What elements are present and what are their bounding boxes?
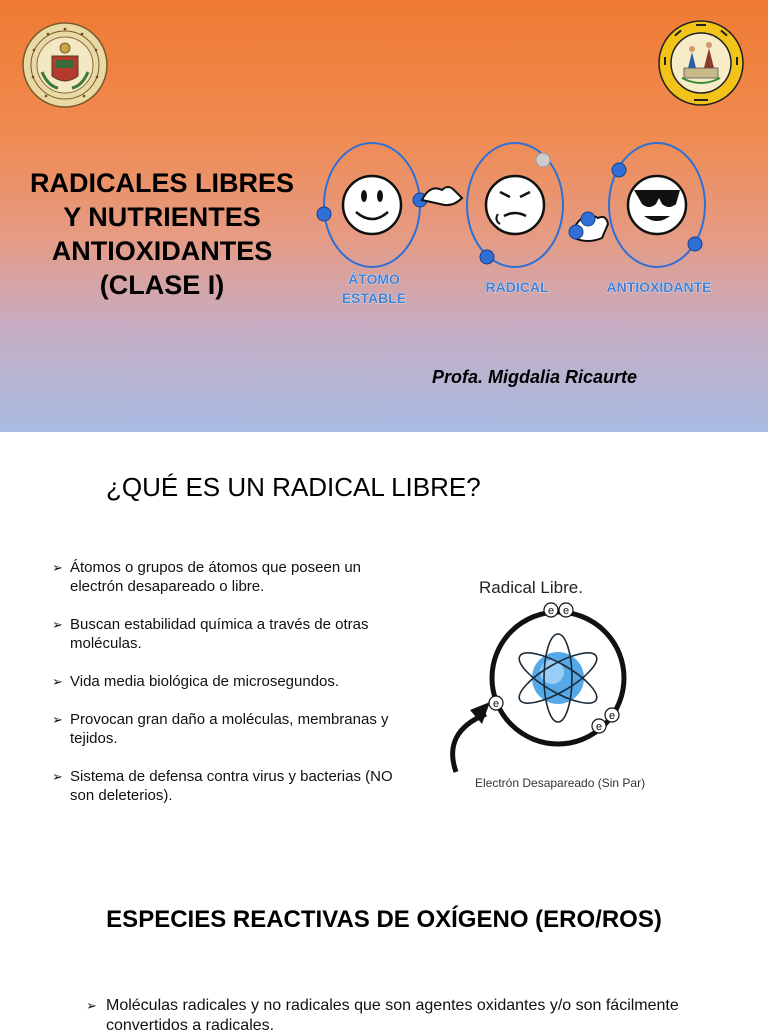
stable-atom-icon [317,143,427,267]
atom-illustration [312,140,712,315]
electron-label: e [547,605,555,617]
list-item-text: Vida media biológica de microsegundos. [70,673,340,690]
title-line: RADICALES LIBRES [29,168,294,198]
list-item-text: Átomos o grupos de átomos que poseen un electrón desapareado o libre. [70,559,362,595]
bullet-arrow-icon: ➢ [52,712,63,727]
title-slide [0,0,768,432]
university-seal-icon [22,22,108,108]
faculty-seal-icon [658,20,744,106]
list-item [52,672,397,691]
title-line: (CLASE I) [99,270,225,300]
ros-slide [0,862,768,1034]
list-item-text: Buscan estabilidad química a través de otras moléculas. [70,616,369,652]
list-item [52,710,397,748]
author-name: Profa. Migdalia Ricaurte [432,367,638,387]
definition-slide [0,432,768,862]
bullet-list [86,996,726,1036]
slide-title [12,166,312,302]
radical-label: RADICAL [485,279,549,295]
list-item-text: Moléculas radicales y no radicales que son agentes oxidantes y/o son fácilmente convertidos a radicales. [106,997,679,1034]
unpaired-electron [489,696,503,710]
bullet-arrow-icon: ➢ [52,674,63,689]
electron-label: e [492,698,500,710]
radical-atom-icon [467,143,563,267]
bullet-arrow-icon: ➢ [52,560,63,575]
list-item-text: Provocan gran daño a moléculas, membranas y tejidos. [70,711,389,747]
bullet-arrow-icon: ➢ [86,998,97,1013]
title-line: Y NUTRIENTES [63,202,261,232]
list-item [52,767,397,805]
diagram-caption: Electrón Desapareado (Sin Par) [475,776,646,790]
electron-pair-top [544,603,573,617]
electron-label: e [608,710,616,722]
diagram-title: Radical Libre. [479,578,583,597]
list-item [52,558,397,596]
antioxidant-label: ANTIOXIDANTE [606,279,712,295]
antioxidant-atom-icon [609,143,705,267]
bullet-arrow-icon: ➢ [52,617,63,632]
stable-atom-label: ESTABLE [341,290,407,306]
radical-diagram [440,572,670,797]
stable-atom-label: ÁTOMO [348,271,400,287]
title-line: ANTIOXIDANTES [51,236,273,266]
list-item [86,996,726,1036]
slide-heading: ¿QUÉ ES UN RADICAL LIBRE? [106,472,481,502]
electron-label: e [595,721,603,733]
bullet-list [52,558,397,824]
list-item [52,615,397,653]
bullet-arrow-icon: ➢ [52,769,63,784]
slide-heading: ESPECIES REACTIVAS DE OXÍGENO (ERO/ROS) [106,906,662,933]
list-item-text: Sistema de defensa contra virus y bacterias (NO son deleterios). [70,768,393,804]
electron-label: e [562,605,570,617]
